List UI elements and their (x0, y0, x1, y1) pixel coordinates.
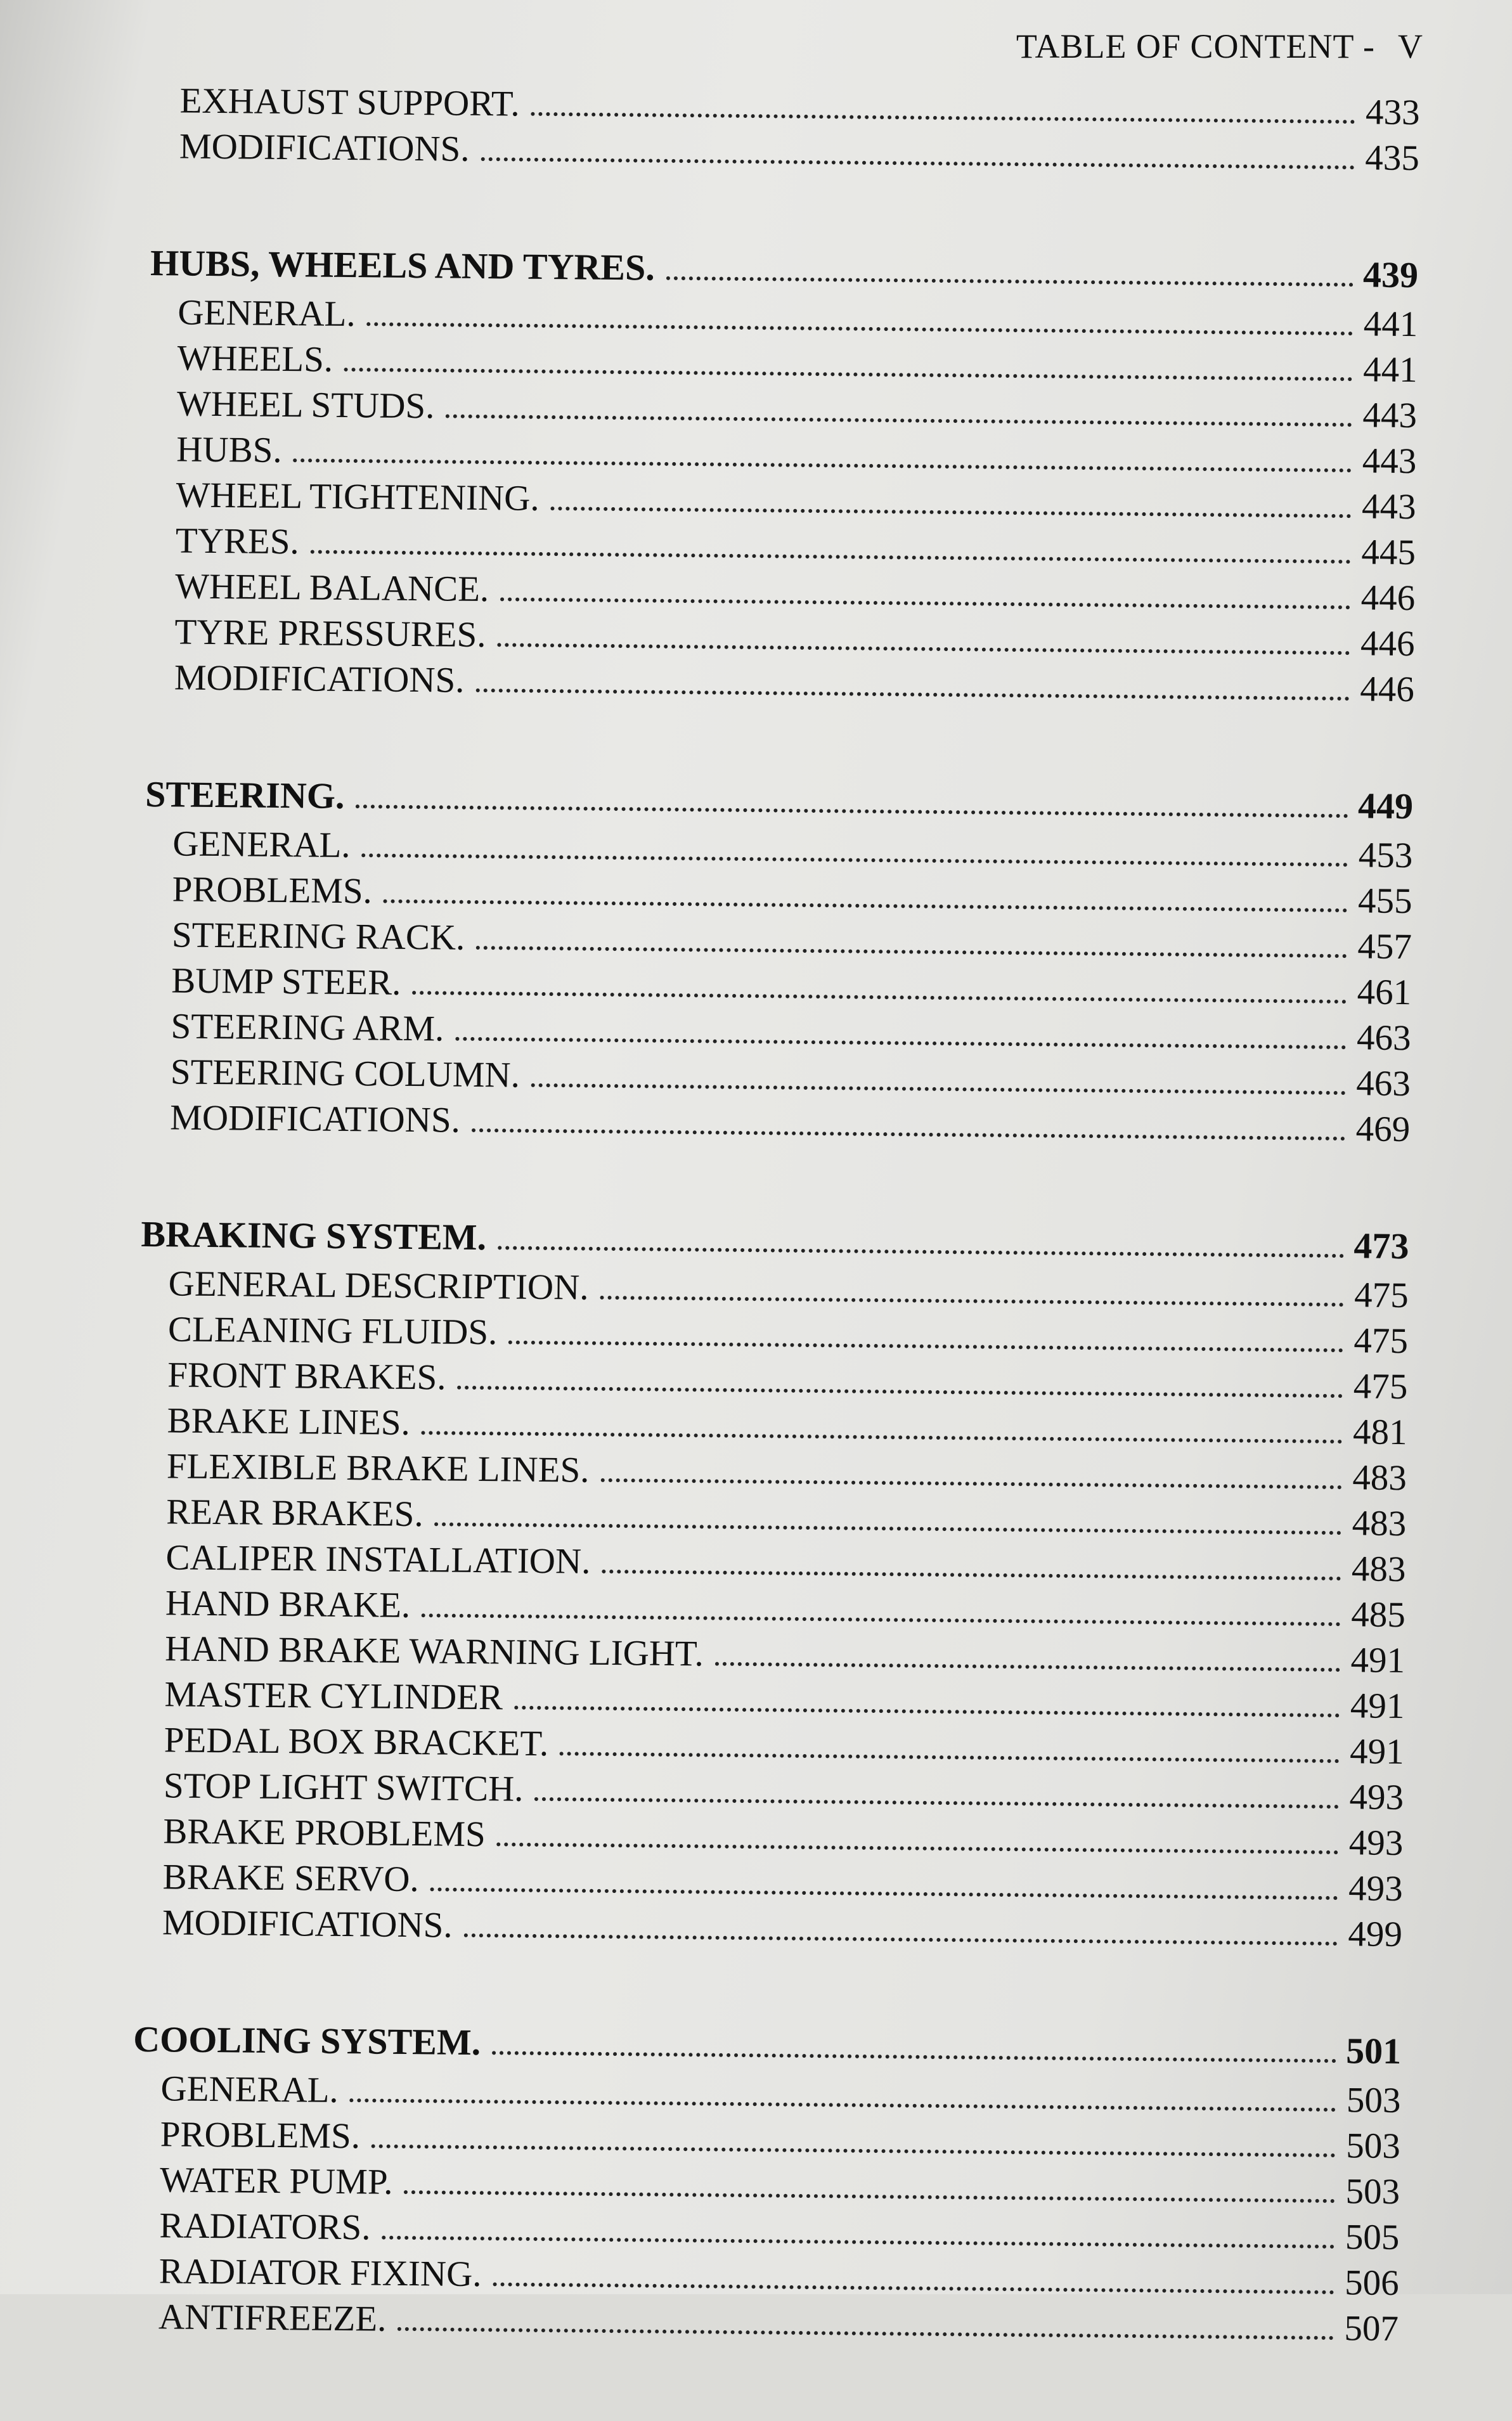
toc-entry-label: GENERAL. (160, 2069, 339, 2111)
toc-entry-label: GENERAL DESCRIPTION. (168, 1263, 589, 1308)
toc-entry-page-number: 507 (1344, 2308, 1399, 2349)
toc-entry-label: STEERING COLUMN. (170, 1052, 520, 1095)
toc-entry-label: WHEEL BALANCE. (174, 566, 489, 610)
toc-entry-label: MODIFICATIONS. (179, 126, 470, 170)
toc-entry-page-number: 469 (1355, 1109, 1411, 1150)
toc-section (131, 2015, 1402, 2350)
toc-entry-page-number: 475 (1354, 1275, 1409, 1316)
toc-entry-label: HAND BRAKE. (165, 1583, 411, 1626)
toc-entry-page-number: 443 (1361, 486, 1416, 527)
dot-leader (492, 2018, 1337, 2063)
toc-entry-page-number: 491 (1350, 1686, 1405, 1727)
dot-leader (475, 656, 1350, 701)
toc-entry-label: RADIATOR FIXING. (158, 2251, 482, 2295)
toc-entry-page-number: 443 (1362, 395, 1418, 436)
toc-entry-page-number: 483 (1352, 1503, 1407, 1544)
toc-entry-label: EXHAUST SUPPORT. (179, 81, 520, 124)
toc-entry-label: TYRES. (175, 520, 300, 562)
dot-leader (508, 1308, 1343, 1352)
running-head-page-number: V (1398, 27, 1423, 65)
dot-leader (481, 125, 1355, 170)
dot-leader (356, 771, 1348, 818)
dot-leader (715, 1630, 1341, 1672)
toc-entry-label: COOLING SYSTEM. (132, 2018, 481, 2063)
toc-entry-label: BRAKE SERVO. (162, 1857, 419, 1900)
dot-leader (560, 1719, 1340, 1763)
toc-entry-page-number: 439 (1362, 254, 1419, 296)
dot-leader (600, 1263, 1344, 1307)
toc-entry-page-number: 485 (1350, 1594, 1406, 1636)
toc-entry-label: BRAKE LINES. (167, 1400, 411, 1443)
toc-entry-page-number: 483 (1351, 1549, 1406, 1590)
toc-entry-page-number: 475 (1353, 1366, 1408, 1407)
toc-entry-page-number: 491 (1349, 1731, 1405, 1772)
dot-leader (534, 1765, 1339, 1809)
toc-entry-page-number: 505 (1345, 2217, 1400, 2258)
dot-leader (500, 565, 1351, 609)
dot-leader (455, 1005, 1347, 1050)
toc-entry-label: CLEANING FLUIDS. (167, 1309, 498, 1353)
toc-entry-label: PROBLEMS. (172, 869, 373, 912)
running-head-title: TABLE OF CONTENT - (1016, 27, 1375, 65)
dot-leader (457, 1353, 1343, 1398)
toc-section (142, 770, 1413, 1151)
toc-entry-label: BRAKE PROBLEMS (163, 1811, 486, 1855)
toc-entry-label: GENERAL. (178, 292, 356, 335)
dot-leader (493, 2250, 1334, 2294)
toc-entry-page-number: 441 (1363, 304, 1418, 345)
dot-leader (550, 474, 1351, 518)
toc-entry-label: STOP LIGHT SWITCH. (163, 1766, 524, 1810)
toc-entry-page-number: 445 (1361, 532, 1416, 573)
toc-entry-label: PROBLEMS. (160, 2114, 361, 2157)
toc-entry-label: RADIATORS. (159, 2205, 371, 2248)
toc-entry-page-number: 449 (1357, 785, 1414, 827)
toc-entry-label: WHEELS. (177, 338, 333, 380)
toc-entry-label: REAR BRAKES. (165, 1492, 423, 1535)
toc-section (146, 238, 1419, 711)
toc-entry-label: TYRE PRESSURES. (174, 612, 486, 655)
toc-entry-page-number: 503 (1345, 2171, 1400, 2212)
toc-entry-page-number: 501 (1345, 2030, 1402, 2072)
toc-entry-page-number: 441 (1362, 349, 1418, 391)
toc-entry-label: HAND BRAKE WARNING LIGHT. (164, 1629, 704, 1674)
toc-entry-label: BRAKING SYSTEM. (141, 1213, 487, 1258)
toc-continuation (152, 76, 1420, 179)
toc-entry-label: WHEEL TIGHTENING. (176, 475, 540, 519)
running-head (1016, 27, 1423, 66)
dot-leader (602, 1537, 1341, 1580)
toc-entry-page-number: 446 (1360, 623, 1415, 664)
dot-leader (531, 80, 1355, 124)
dot-leader (531, 1051, 1346, 1095)
toc-entry-page-number: 503 (1345, 2126, 1401, 2167)
dot-leader (476, 914, 1347, 958)
toc-entry-page-number: 493 (1348, 1868, 1403, 1909)
toc-entry-page-number: 499 (1348, 1914, 1403, 1955)
toc-entry-label: MODIFICATIONS. (174, 657, 465, 701)
toc-sections (131, 238, 1419, 2350)
toc-entry-page-number: 433 (1365, 92, 1420, 133)
toc-entry-label: GENERAL. (172, 823, 351, 866)
dot-leader (463, 1901, 1338, 1946)
toc-entry-page-number: 446 (1360, 578, 1416, 619)
toc-entry-page-number: 435 (1365, 138, 1420, 179)
toc-entry-page-number: 481 (1352, 1412, 1407, 1453)
toc-entry-label: HUBS. (176, 429, 282, 471)
toc-entry-page-number: 457 (1357, 926, 1412, 967)
toc-entry-label: STEERING RACK. (171, 915, 465, 959)
toc-entry-label: BUMP STEER. (171, 960, 401, 1004)
toc-entry-label: STEERING ARM. (171, 1006, 444, 1049)
dot-leader (497, 610, 1350, 655)
dot-leader (600, 1446, 1342, 1490)
toc-entry-page-number: 455 (1357, 881, 1412, 922)
toc-entry-page-number: 453 (1358, 835, 1413, 876)
toc-entry-page-number: 483 (1352, 1457, 1407, 1499)
toc-entry-page-number: 463 (1356, 1063, 1411, 1104)
dot-leader (666, 243, 1354, 287)
toc-entry-page-number: 503 (1346, 2080, 1401, 2121)
toc-entry-page-number: 446 (1360, 669, 1415, 710)
table-of-contents (130, 76, 1420, 2421)
toc-entry-page-number: 443 (1362, 441, 1417, 482)
toc-entry-page-number: 461 (1357, 972, 1412, 1013)
toc-entry-page-number: 493 (1348, 1823, 1404, 1864)
toc-section (134, 1210, 1409, 1956)
toc-entry-page-number: 473 (1354, 1225, 1409, 1267)
toc-entry-label: PEDAL BOX BRACKET. (164, 1720, 549, 1764)
toc-entry-label: WATER PUMP. (159, 2160, 393, 2203)
toc-entry-label: MODIFICATIONS. (169, 1097, 461, 1141)
toc-entry-label: HUBS, WHEELS AND TYRES. (150, 242, 656, 288)
toc-entry-label: MASTER CYLINDER (164, 1674, 503, 1718)
dot-leader (472, 1096, 1346, 1141)
dot-leader (514, 1674, 1340, 1718)
toc-entry-label: WHEEL STUDS. (176, 384, 435, 427)
toc-entry-page-number: 506 (1344, 2263, 1399, 2304)
toc-entry-page-number: 463 (1356, 1017, 1411, 1059)
toc-entry-page-number: 493 (1349, 1777, 1404, 1818)
toc-entry-label: FRONT BRAKES. (167, 1355, 446, 1398)
toc-entry-label: MODIFICATIONS. (162, 1902, 453, 1946)
toc-entry-label: CALIPER INSTALLATION. (165, 1537, 591, 1582)
toc-entry-label: STEERING. (145, 773, 345, 817)
dot-leader (498, 1213, 1345, 1258)
toc-entry-page-number: 475 (1354, 1320, 1409, 1362)
dot-leader (497, 1810, 1339, 1854)
toc-entry-page-number: 491 (1350, 1640, 1405, 1681)
toc-entry-label: FLEXIBLE BRAKE LINES. (166, 1446, 590, 1491)
toc-entry-label: ANTIFREEZE. (158, 2297, 387, 2340)
